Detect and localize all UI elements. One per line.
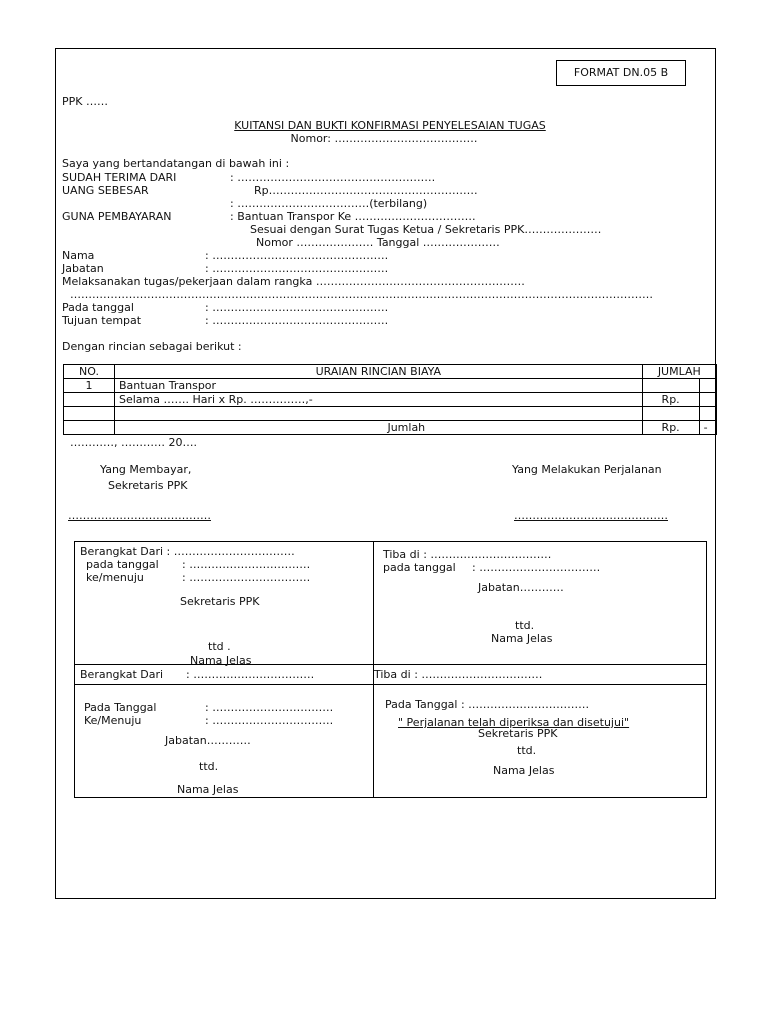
row3-rp — [642, 407, 699, 421]
melaksanakan-continuation: …………………………………………………………………………………………………………………………………………… — [70, 288, 653, 301]
ppk-label: PPK …… — [62, 95, 108, 108]
b3-ttd: ttd. — [199, 760, 219, 773]
b2-nama: Nama Jelas — [491, 632, 553, 645]
b4-role: Sekretaris PPK — [478, 727, 558, 740]
b3-ke-label: Ke/Menuju — [84, 714, 142, 727]
b3-nama: Nama Jelas — [177, 783, 239, 796]
pada-tanggal-label: Pada tanggal — [62, 301, 134, 314]
row2-rp: Rp. — [642, 393, 699, 407]
table-row — [64, 379, 717, 393]
travel-divider-1 — [75, 664, 706, 665]
guna-pembayaran-value: : Bantuan Transpor Ke …………………………… — [230, 210, 476, 223]
table-total-row — [64, 421, 717, 435]
terbilang-value: : ………………………………(terbilang) — [230, 197, 428, 210]
b2-pada-label: pada tanggal — [383, 561, 456, 574]
b4-nama: Nama Jelas — [493, 764, 555, 777]
b1-pada-label: pada tanggal — [86, 558, 159, 571]
row2-no — [64, 393, 115, 407]
header-uraian: URAIAN RINCIAN BIAYA — [115, 365, 643, 379]
rincian-intro: Dengan rincian sebagai berikut : — [62, 340, 242, 353]
b3-ke-value: : …………………………… — [205, 714, 334, 727]
pada-tanggal-value: : ………………………………………… — [205, 301, 389, 314]
b4-ttd: ttd. — [517, 744, 537, 757]
uang-sebesar-value: Rp………………………………………………… — [254, 184, 478, 197]
cost-table — [63, 364, 717, 435]
table-row — [64, 407, 717, 421]
table-header-row — [64, 365, 717, 379]
jabatan-value: : ………………………………………… — [205, 262, 389, 275]
jabatan-label: Jabatan — [62, 262, 104, 275]
guna-pembayaran-label: GUNA PEMBAYARAN — [62, 210, 172, 223]
total-rp: Rp. — [642, 421, 699, 435]
b2-pada-value: : …………………………… — [472, 561, 601, 574]
b3-jabatan: Jabatan………… — [165, 734, 251, 747]
b3-pada-label: Pada Tanggal — [84, 701, 157, 714]
tujuan-tempat-label: Tujuan tempat — [62, 314, 142, 327]
traveler-title: Yang Melakukan Perjalanan — [512, 463, 662, 476]
travel-divider-2 — [75, 684, 706, 685]
b1-ke-label: ke/menuju — [86, 571, 144, 584]
nomor-tanggal: Nomor ………………… Tanggal ………………… — [256, 236, 500, 249]
row2-desc: Selama ……. Hari x Rp. ……………,- — [115, 393, 643, 407]
row3-no — [64, 407, 115, 421]
row3-desc — [115, 407, 643, 421]
date-line: …………, ………… 20…. — [70, 436, 197, 449]
uang-sebesar-label: UANG SEBESAR — [62, 184, 149, 197]
b1-berangkat: Berangkat Dari : …………………………… — [80, 545, 295, 558]
b2-ttd: ttd. — [515, 619, 535, 632]
total-no — [64, 421, 115, 435]
payer-role: Sekretaris PPK — [108, 479, 188, 492]
table-row — [64, 393, 717, 407]
b1-role: Sekretaris PPK — [180, 595, 260, 608]
intro-text: Saya yang bertandatangan di bawah ini : — [62, 157, 290, 170]
nama-value: : ………………………………………… — [205, 249, 389, 262]
b2-tiba: Tiba di : …………………………… — [383, 548, 552, 561]
nama-label: Nama — [62, 249, 95, 262]
row1-desc: Bantuan Transpor — [115, 379, 643, 393]
b1-nama: Nama Jelas — [190, 654, 252, 667]
b4-pada: Pada Tanggal : …………………………… — [385, 698, 590, 711]
b1-ttd: ttd . — [208, 640, 231, 653]
total-label: Jumlah — [115, 421, 643, 435]
tujuan-tempat-value: : ………………………………………… — [205, 314, 389, 327]
b3-pada-value: : …………………………… — [205, 701, 334, 714]
row3-amount — [699, 407, 716, 421]
document-title: KUITANSI DAN BUKTI KONFIRMASI PENYELESAIAN TUGAS — [234, 119, 546, 132]
b4-quote: " Perjalanan telah diperiksa dan disetujui" — [398, 716, 630, 729]
sudah-terima-value: : ……………………………………………… — [230, 171, 436, 184]
r2-tiba: Tiba di : …………………………… — [374, 668, 543, 681]
header-jumlah: JUMLAH — [642, 365, 716, 379]
total-value: - — [699, 421, 716, 435]
row1-no: 1 — [64, 379, 115, 393]
sudah-terima-label: SUDAH TERIMA DARI — [62, 171, 177, 184]
b2-jabatan: Jabatan………… — [478, 581, 564, 594]
b1-ke-value: : …………………………… — [182, 571, 311, 584]
traveler-signature-line: …………………………………… — [514, 509, 668, 522]
document-number: Nomor: ………………………………… — [290, 132, 478, 145]
sesuai-surat-tugas: Sesuai dengan Surat Tugas Ketua / Sekretaris PPK………………… — [250, 223, 602, 236]
payer-signature-line: ………………………………… — [68, 509, 211, 522]
melaksanakan-text: Melaksanakan tugas/pekerjaan dalam rangka ………………………………………………… — [62, 275, 525, 288]
row2-amount — [699, 393, 716, 407]
header-no: NO. — [64, 365, 115, 379]
b1-pada-value: : …………………………… — [182, 558, 311, 571]
row1-amount — [699, 379, 716, 393]
format-label: FORMAT DN.05 B — [556, 60, 686, 86]
row1-rp — [642, 379, 699, 393]
r2-berangkat-label: Berangkat Dari — [80, 668, 164, 681]
payer-title: Yang Membayar, — [100, 463, 192, 476]
r2-berangkat-value: : …………………………… — [186, 668, 315, 681]
